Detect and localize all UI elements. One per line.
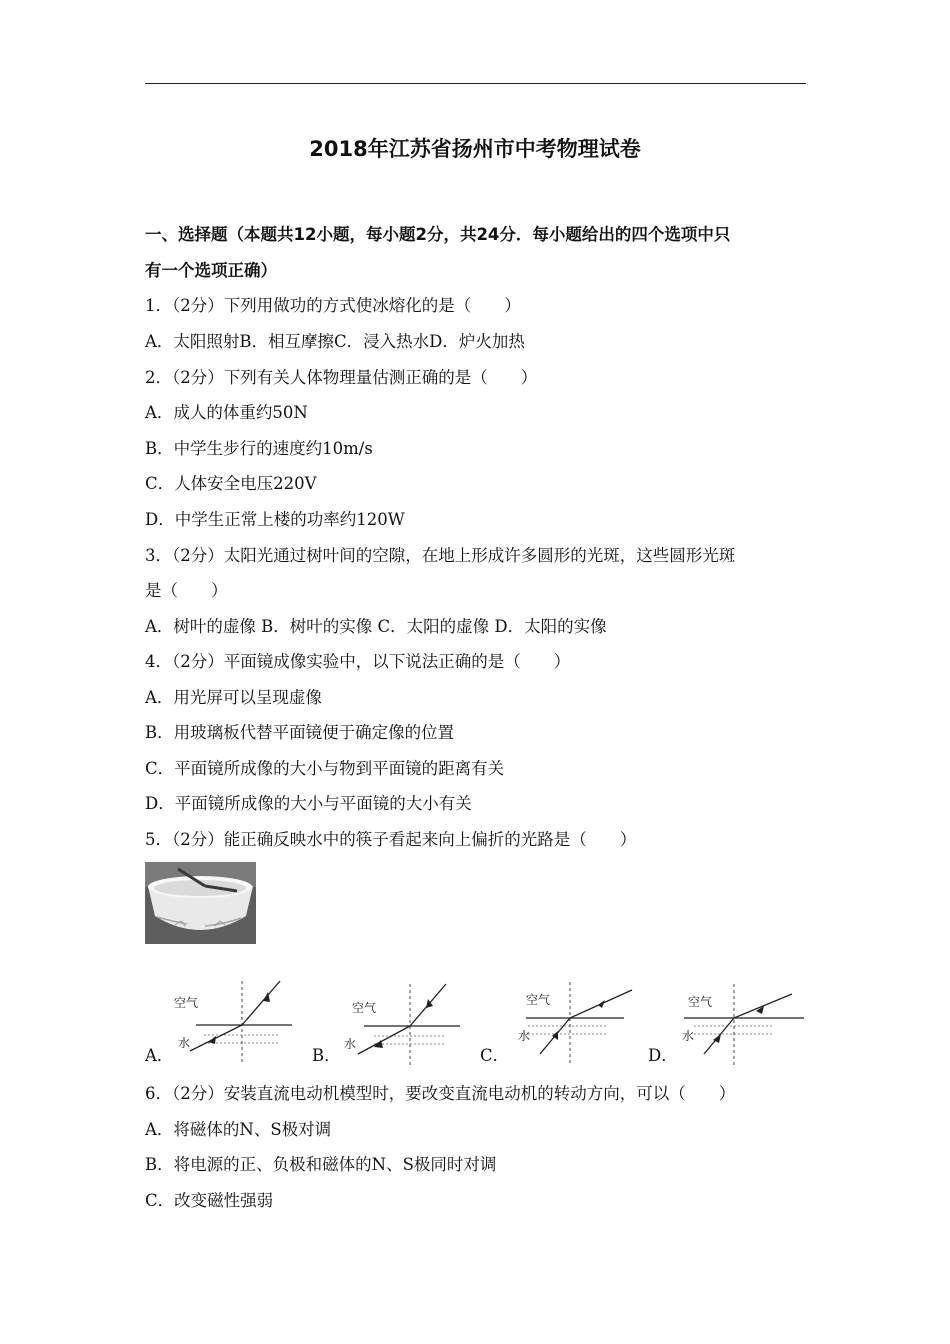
q5-b-water-label: 水 <box>344 1037 357 1051</box>
q5-option-a-diagram <box>168 975 296 1065</box>
q5-d-water-label: 水 <box>682 1029 695 1043</box>
q2-option-d: D．中学生正常上楼的功率约120W <box>145 510 405 529</box>
page-title: 2018年江苏省扬州市中考物理试卷 <box>309 137 641 161</box>
q4-option-a: A．用光屏可以呈现虚像 <box>145 688 322 707</box>
q5-option-c-label: C． <box>480 1046 510 1065</box>
q5-d-air-label: 空气 <box>688 995 713 1009</box>
q5-option-b-diagram <box>334 980 462 1070</box>
q4-stem: 4．（2分）平面镜成像实验中，以下说法正确的是（ ） <box>145 652 571 671</box>
q2-option-b: B．中学生步行的速度约10m/s <box>145 439 373 458</box>
q3-options: A．树叶的虚像 B．树叶的实像 C．太阳的虚像 D．太阳的实像 <box>145 617 607 636</box>
q1-stem: 1．（2分）下列用做功的方式使冰熔化的是（ ） <box>145 296 521 315</box>
q1-options: A．太阳照射B．相互摩擦C．浸入热水D．炉火加热 <box>145 332 525 351</box>
q2-stem: 2．（2分）下列有关人体物理量估测正确的是（ ） <box>145 368 538 387</box>
q5-option-b-label: B． <box>312 1046 341 1065</box>
q6-stem: 6．（2分）安装直流电动机模型时，要改变直流电动机的转动方向，可以（ ） <box>145 1084 736 1103</box>
q5-a-air-label: 空气 <box>174 996 199 1010</box>
q4-option-c: C．平面镜所成像的大小与物到平面镜的距离有关 <box>145 759 505 778</box>
q4-option-b: B．用玻璃板代替平面镜便于确定像的位置 <box>145 723 455 742</box>
q6-option-c: C．改变磁性强弱 <box>145 1191 274 1210</box>
q5-option-d-diagram <box>680 980 808 1070</box>
section-heading-line1: 一、选择题（本题共12小题，每小题2分，共24分．每小题给出的四个选项中只 <box>145 225 731 244</box>
q6-option-b: B．将电源的正、负极和磁体的N、S极同时对调 <box>145 1155 497 1174</box>
q5-option-d-label: D． <box>648 1046 678 1065</box>
q5-a-water-label: 水 <box>178 1036 191 1050</box>
q4-option-d: D．平面镜所成像的大小与平面镜的大小有关 <box>145 794 472 813</box>
q6-option-a: A．将磁体的N、S极对调 <box>145 1120 332 1139</box>
q5-b-air-label: 空气 <box>352 1001 377 1015</box>
q2-option-a: A．成人的体重约50N <box>145 403 308 422</box>
q5-option-c-diagram <box>514 978 642 1068</box>
section-heading-line2: 有一个选项正确） <box>145 261 277 280</box>
q3-stem-line1: 3．（2分）太阳光通过树叶间的空隙，在地上形成许多圆形的光斑，这些圆形光斑 <box>145 546 736 565</box>
q5-option-a-label: A． <box>145 1046 174 1065</box>
q5-c-air-label: 空气 <box>526 993 551 1007</box>
q2-option-c: C．人体安全电压220V <box>145 474 317 493</box>
q5-c-water-label: 水 <box>518 1029 531 1043</box>
q5-stem: 5．（2分）能正确反映水中的筷子看起来向上偏折的光路是（ ） <box>145 830 637 849</box>
q3-stem-line2: 是（ ） <box>145 581 228 600</box>
bowl-chopstick-photo <box>145 862 256 944</box>
header-rule <box>145 83 806 84</box>
